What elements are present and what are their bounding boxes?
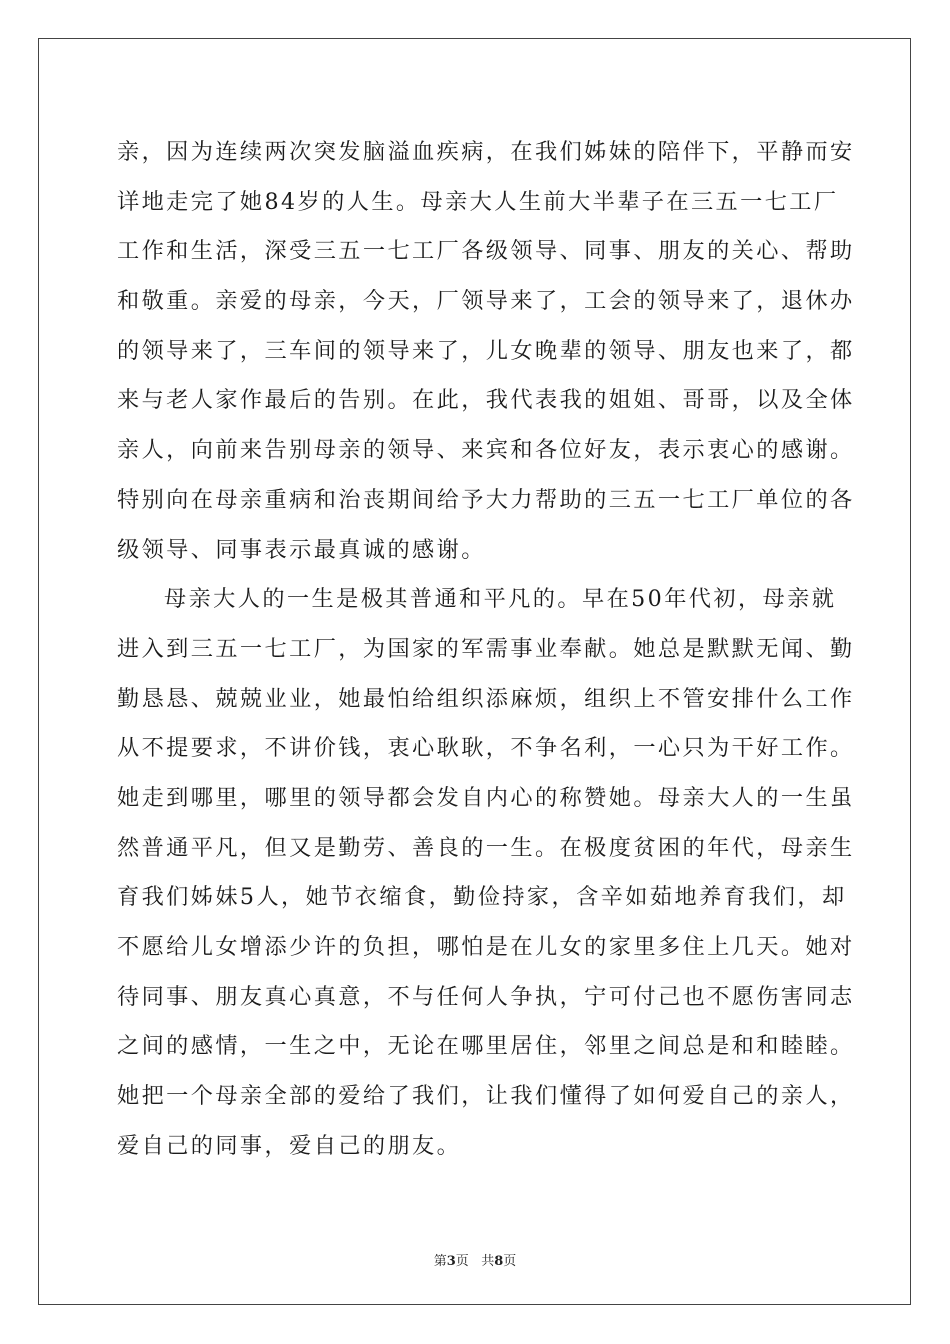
total-page-number: 8 xyxy=(494,1254,504,1269)
text-line: 特别向在母亲重病和治丧期间给予大力帮助的三五一七工厂单位的各 xyxy=(117,486,855,513)
text-line: 爱自己的同事，爱自己的朋友。 xyxy=(117,1132,462,1159)
text-line: 不愿给儿女增添少许的负担，哪怕是在儿女的家里多住上几天。她对 xyxy=(117,934,855,960)
text-line: 从不提要求，不讲价钱，衷心耿耿，不争名利，一心只为干好工作。 xyxy=(117,735,855,762)
text-line: 级领导、同事表示最真诚的感谢。 xyxy=(117,536,486,563)
text-line: 详地走完了她84岁的人生。母亲大人生前大半辈子在三五一七工厂 xyxy=(117,188,839,215)
text-line: 工作和生活，深受三五一七工厂各级领导、同事、朋友的关心、帮助 xyxy=(117,238,855,265)
text-line: 待同事、朋友真心真意，不与任何人争执，宁可付己也不愿伤害同志 xyxy=(117,983,855,1010)
document-body xyxy=(117,128,855,1171)
paragraph-2 xyxy=(117,575,855,1171)
text-line: 母亲大人的一生是极其普通和平凡的。早在50年代初，母亲就 xyxy=(164,586,837,613)
text-line: 然普通平凡，但又是勤劳、善良的一生。在极度贫困的年代，母亲生 xyxy=(117,834,855,861)
text-line: 进入到三五一七工厂，为国家的军需事业奉献。她总是默默无闻、勤 xyxy=(117,635,855,662)
total-prefix: 共 xyxy=(481,1254,495,1269)
page-footer xyxy=(0,1250,950,1269)
text-line: 勤恳恳、兢兢业业，她最怕给组织添麻烦，组织上不管安排什么工作 xyxy=(117,685,855,712)
paragraph-1 xyxy=(117,128,855,575)
text-line: 她把一个母亲全部的爱给了我们，让我们懂得了如何爱自己的亲人， xyxy=(117,1083,855,1110)
text-line: 和敬重。亲爱的母亲，今天，厂领导来了，工会的领导来了，退休办 xyxy=(117,288,855,315)
total-suffix: 页 xyxy=(503,1254,517,1269)
page-prefix: 第 xyxy=(433,1254,447,1269)
page-suffix: 页 xyxy=(455,1254,469,1269)
current-page-number: 3 xyxy=(446,1254,456,1269)
text-line: 来与老人家作最后的告别。在此，我代表我的姐姐、哥哥，以及全体 xyxy=(117,387,855,414)
text-line: 亲，因为连续两次突发脑溢血疾病，在我们姊妹的陪伴下，平静而安 xyxy=(117,139,855,165)
text-line: 育我们姊妹5人，她节衣缩食，勤俭持家，含辛如茹地养育我们，却 xyxy=(117,884,847,911)
text-line: 之间的感情，一生之中，无论在哪里居住，邻里之间总是和和睦睦。 xyxy=(117,1033,855,1060)
text-line: 亲人，向前来告别母亲的领导、来宾和各位好友，表示衷心的感谢。 xyxy=(117,437,855,464)
text-line: 的领导来了，三车间的领导来了，儿女晚辈的领导、朋友也来了，都 xyxy=(117,337,855,364)
text-line: 她走到哪里，哪里的领导都会发自内心的称赞她。母亲大人的一生虽 xyxy=(117,784,855,811)
